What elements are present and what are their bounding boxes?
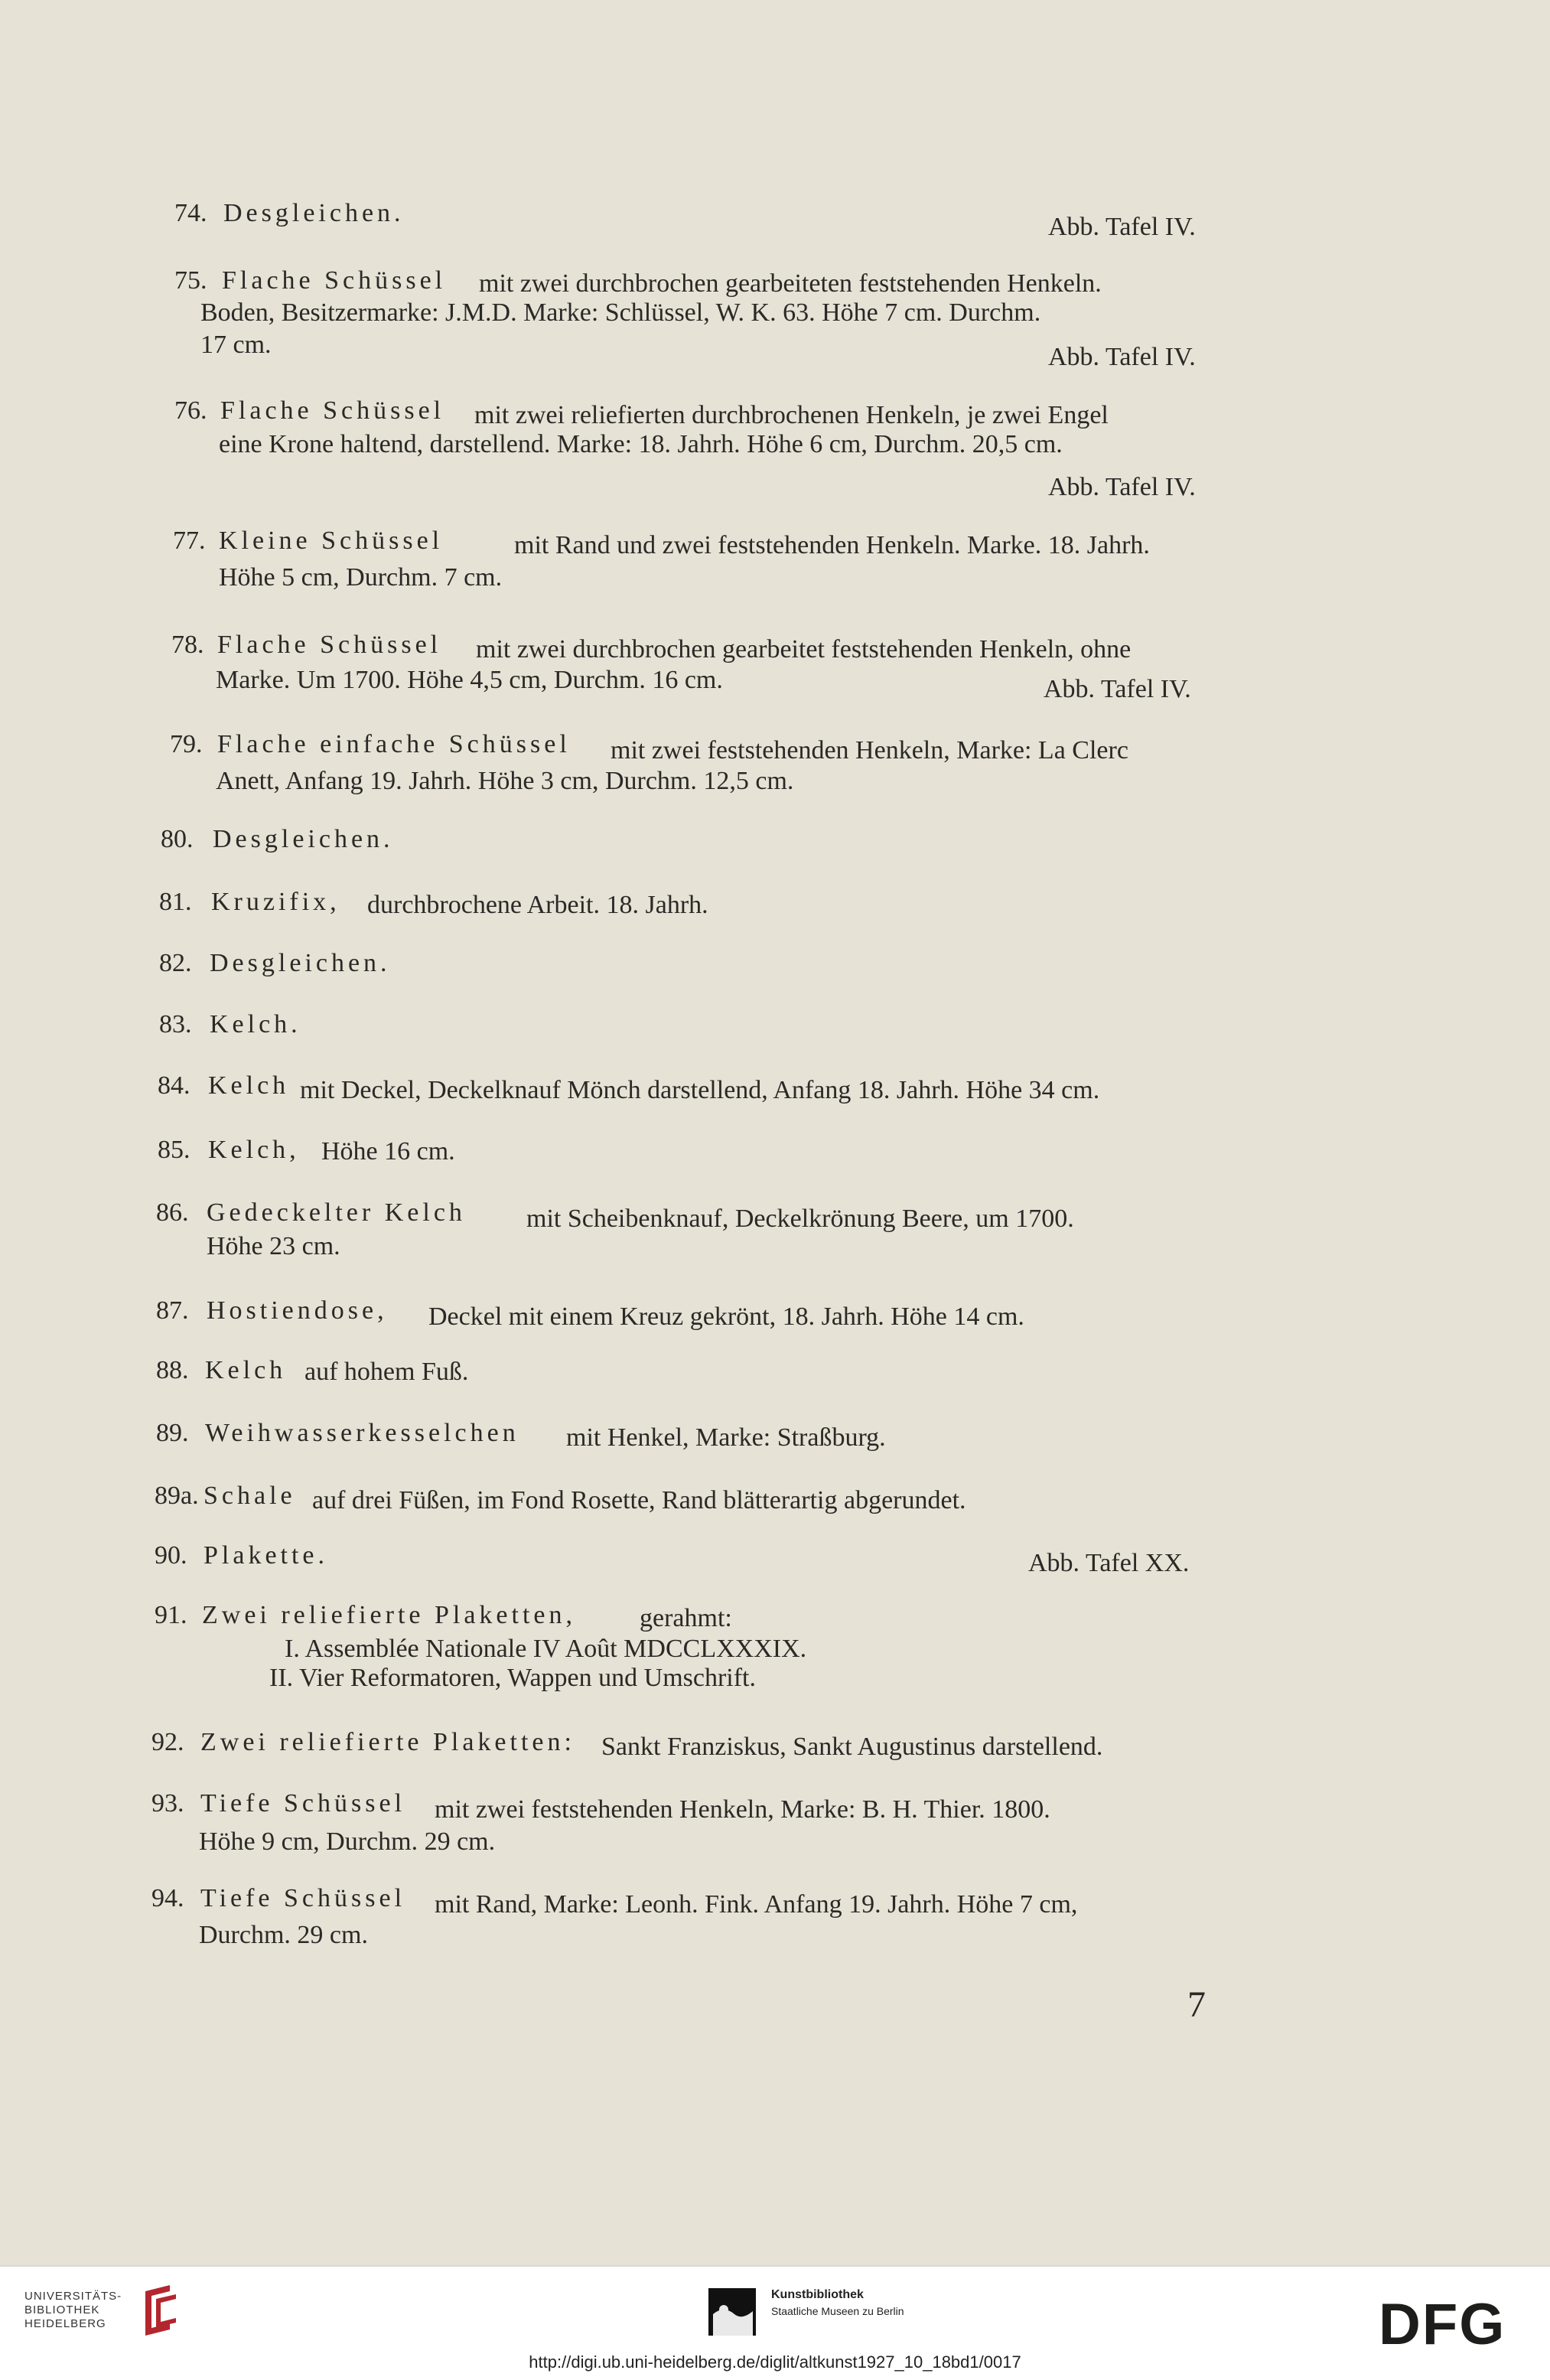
entry-text: mit zwei reliefierten durchbrochenen Henkeln, je zwei Engel [474, 401, 1109, 429]
kb-subtitle: Staatliche Museen zu Berlin [771, 2305, 904, 2317]
viewer-footer [0, 2265, 1550, 2380]
entry-text: auf hohem Fuß. [304, 1358, 469, 1386]
entry-heading: Kelch [205, 1356, 287, 1384]
entry-text: mit zwei feststehenden Henkeln, Marke: La Clerc [611, 736, 1128, 765]
entry-number: 77. [173, 527, 206, 555]
entry-text: Deckel mit einem Kreuz gekrönt, 18. Jahrh. Höhe 14 cm. [428, 1302, 1024, 1331]
entry-number: 75. [174, 266, 207, 295]
kb-title: Kunstbibliothek [771, 2288, 864, 2301]
entry-text: Boden, Besitzermarke: J.M.D. Marke: Schlüssel, W. K. 63. Höhe 7 cm. Durchm. [200, 298, 1041, 327]
entry-heading: Flache Schüssel [222, 266, 447, 295]
entry-heading: Schale [204, 1482, 296, 1510]
entry-heading: Desgleichen. [213, 825, 394, 853]
entry-text: mit zwei durchbrochen gearbeitet feststehenden Henkeln, ohne [476, 635, 1132, 663]
entry-heading: Hostiendose, [207, 1296, 388, 1325]
entry-heading: Kelch. [210, 1010, 301, 1038]
plate-reference: Abb. Tafel IV. [1044, 675, 1191, 703]
entry-text: mit Rand, Marke: Leonh. Fink. Anfang 19. Jahrh. Höhe 7 cm, [435, 1890, 1078, 1919]
entry-text: 17 cm. [200, 331, 272, 359]
plate-reference: Abb. Tafel IV. [1048, 473, 1196, 501]
entry-number: 88. [156, 1356, 189, 1384]
entry-number: 78. [171, 631, 204, 659]
page-number: 7 [1187, 1984, 1206, 2025]
entry-text: mit Rand und zwei feststehenden Henkeln. Marke. 18. Jahrh. [514, 531, 1150, 559]
entry-heading: Plakette. [204, 1541, 329, 1570]
entry-heading: Flache Schüssel [217, 631, 442, 659]
entry-number: 85. [158, 1136, 190, 1164]
entry-heading: Kelch [208, 1071, 290, 1100]
entry-text: II. Vier Reformatoren, Wappen und Umschrift. [269, 1664, 757, 1692]
ub-line-3: HEIDELBERG [24, 2317, 106, 2330]
entry-text: Durchm. 29 cm. [199, 1921, 368, 1949]
entry-heading: Desgleichen. [223, 199, 405, 227]
entry-number: 91. [155, 1601, 187, 1629]
entry-number: 84. [158, 1071, 190, 1100]
entry-heading: Kleine Schüssel [219, 527, 444, 555]
ub-line-1: UNIVERSITÄTS- [24, 2290, 122, 2303]
permalink-url[interactable]: http://digi.ub.uni-heidelberg.de/diglit/altkunst1927_10_18bd1/0017 [529, 2352, 1021, 2372]
entry-heading: Flache Schüssel [220, 396, 445, 425]
entry-number: 81. [159, 888, 192, 916]
ub-heidelberg-wordmark [24, 2290, 122, 2331]
entry-text: Höhe 23 cm. [207, 1232, 340, 1260]
entry-number: 86. [156, 1198, 189, 1227]
plate-reference: Abb. Tafel IV. [1048, 213, 1196, 241]
entry-heading: Weihwasserkesselchen [205, 1419, 519, 1447]
kunstbibliothek-wordmark [771, 2288, 904, 2317]
entry-number: 87. [156, 1296, 189, 1325]
entry-text: I. Assemblée Nationale IV Août MDCCLXXXIX. [285, 1635, 807, 1663]
entry-text: durchbrochene Arbeit. 18. Jahrh. [367, 891, 708, 919]
dfg-logo[interactable]: DFG [1379, 2292, 1506, 2357]
entry-text: mit zwei feststehenden Henkeln, Marke: B. H. Thier. 1800. [435, 1795, 1050, 1824]
entry-text: Höhe 5 cm, Durchm. 7 cm. [219, 563, 503, 592]
entry-text: eine Krone haltend, darstellend. Marke: 18. Jahrh. Höhe 6 cm, Durchm. 20,5 cm. [219, 430, 1063, 458]
entry-heading: Gedeckelter Kelch [207, 1198, 466, 1227]
entry-heading: Tiefe Schüssel [200, 1789, 406, 1818]
entry-heading: Flache einfache Schüssel [217, 730, 571, 758]
entry-heading: Zwei reliefierte Plaketten: [200, 1728, 575, 1756]
kunstbibliothek-emblem-icon [708, 2288, 756, 2336]
entry-text: Marke. Um 1700. Höhe 4,5 cm, Durchm. 16 cm. [216, 666, 723, 694]
entry-number: 74. [174, 199, 207, 227]
ub-heidelberg-emblem-icon [139, 2284, 182, 2337]
entry-text: mit zwei durchbrochen gearbeiteten feststehenden Henkeln. [479, 269, 1102, 298]
entry-text: Höhe 16 cm. [321, 1137, 455, 1166]
entry-text: Sankt Franziskus, Sankt Augustinus darstellend. [601, 1733, 1103, 1761]
entry-number: 83. [159, 1010, 192, 1038]
entry-heading: Zwei reliefierte Plaketten, [202, 1601, 576, 1629]
entry-text: Höhe 9 cm, Durchm. 29 cm. [199, 1827, 496, 1856]
entry-text: mit Henkel, Marke: Straßburg. [566, 1423, 886, 1452]
entry-text: auf drei Füßen, im Fond Rosette, Rand blätterartig abgerundet. [312, 1486, 966, 1514]
plate-reference: Abb. Tafel XX. [1028, 1549, 1190, 1577]
entry-number: 80. [161, 825, 194, 853]
entry-number: 79. [170, 730, 203, 758]
entry-text: gerahmt: [640, 1604, 732, 1632]
entry-number: 76. [174, 396, 207, 425]
entry-number: 82. [159, 949, 192, 977]
entry-heading: Kruzifix, [211, 888, 340, 916]
plate-reference: Abb. Tafel IV. [1048, 343, 1196, 371]
entry-number: 92. [151, 1728, 184, 1756]
entry-heading: Kelch, [208, 1136, 300, 1164]
entry-text: mit Deckel, Deckelknauf Mönch darstellend, Anfang 18. Jahrh. Höhe 34 cm. [300, 1076, 1100, 1104]
entry-number: 93. [151, 1789, 184, 1818]
entry-heading: Desgleichen. [210, 949, 391, 977]
entry-number: 89a. [155, 1482, 199, 1510]
entry-number: 94. [151, 1884, 184, 1912]
entry-number: 89. [156, 1419, 189, 1447]
ub-line-2: BIBLIOTHEK [24, 2303, 100, 2316]
kunstbibliothek-logo[interactable] [708, 2288, 904, 2339]
entry-text: mit Scheibenknauf, Deckelkrönung Beere, um 1700. [526, 1205, 1074, 1233]
entry-number: 90. [155, 1541, 187, 1570]
entry-text: Anett, Anfang 19. Jahrh. Höhe 3 cm, Durchm. 12,5 cm. [216, 767, 794, 795]
entry-heading: Tiefe Schüssel [200, 1884, 406, 1912]
